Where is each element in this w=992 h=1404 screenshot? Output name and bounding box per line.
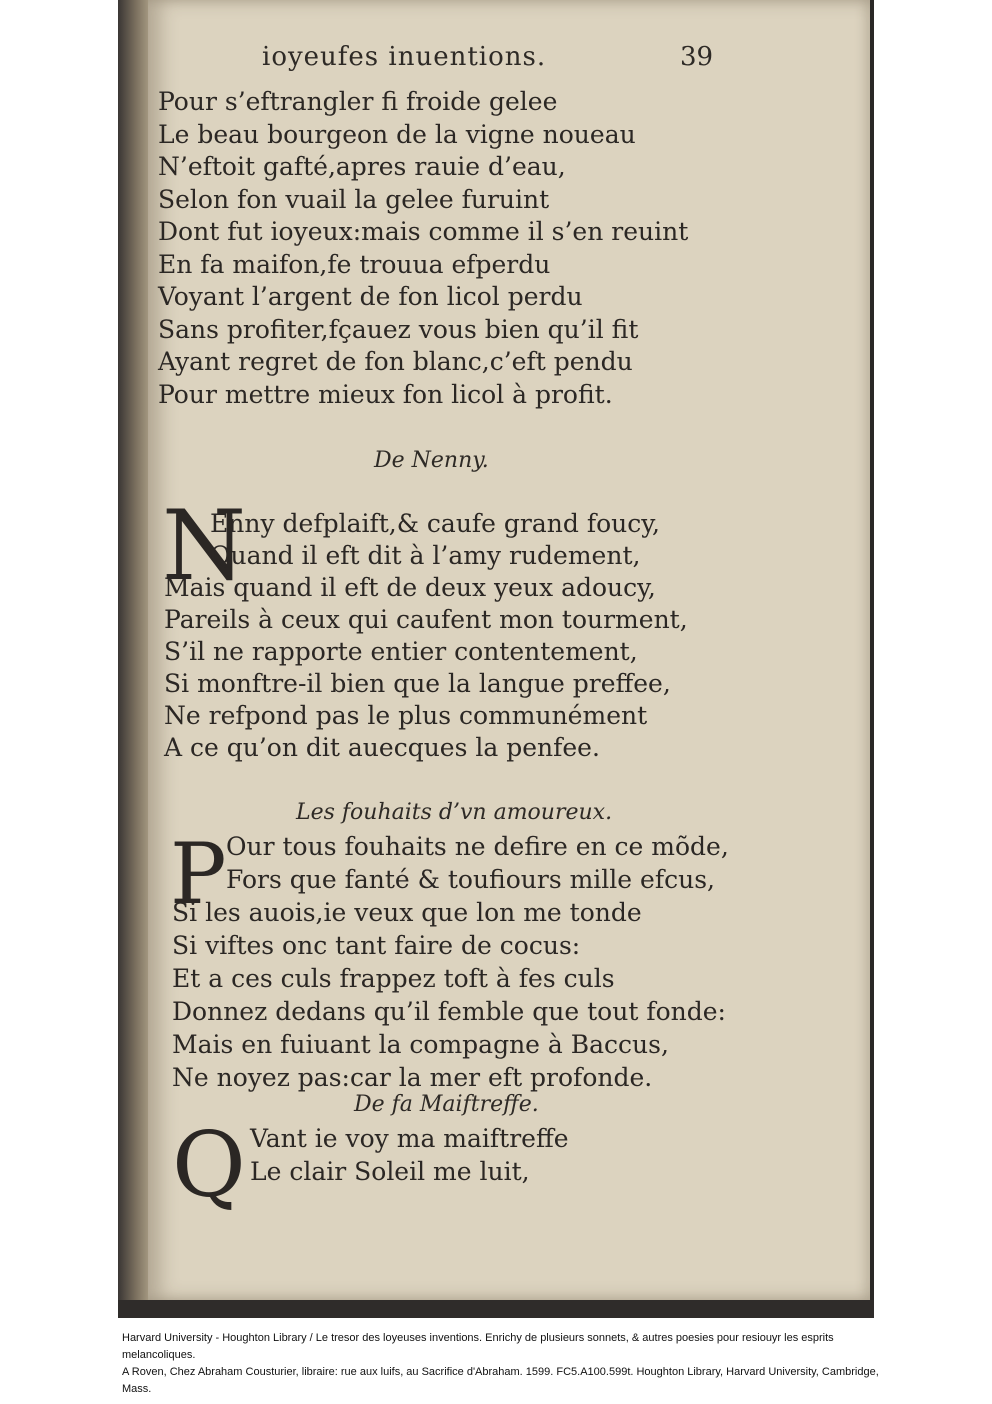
- drop-cap-n: N: [162, 490, 246, 602]
- running-title: ioyeufes inuentions.: [262, 42, 547, 72]
- caption-line: Harvard University - Houghton Library / Le tresor des loyeuses inventions. Enrichy de plusieurs sonnets, & autres poesies pour resiouyr les esprits melancoliques.: [122, 1332, 834, 1361]
- verse-line: Pour mettre mieux fon licol à profit.: [158, 379, 613, 409]
- verse-line: Si les auois,ie veux que lon me tonde: [172, 898, 642, 927]
- verse-line: Donnez dedans qu’il femble que tout fonde:: [172, 997, 726, 1026]
- drop-cap-p: P: [170, 825, 227, 923]
- verse-line: Vant ie voy ma maiftreffe: [250, 1124, 569, 1153]
- verse-line: Mais en fuiuant la compagne à Baccus,: [172, 1030, 669, 1059]
- verse-line: Ne refpond pas le plus communément: [164, 701, 648, 730]
- verse-line: A ce qu’on dit auecques la penfee.: [164, 733, 600, 762]
- verse-line: Selon fon vuail la gelee furuint: [158, 184, 550, 214]
- verse-line: Pareils à ceux qui caufent mon tourment,: [164, 605, 688, 634]
- caption-line: A Roven, Chez Abraham Cousturier, libraire: rue aux luifs, au Sacrifice d'Abraham. 1599. FC5.A100.599t. Houghton Library, Harvard University, Cambridge, Mass.: [122, 1366, 879, 1395]
- verse-line: Enny defplaift,& caufe grand foucy,: [210, 509, 660, 538]
- drop-cap-q: Q: [172, 1113, 246, 1218]
- poem-heading-souhaits: Les fouhaits d’vn amoureux.: [296, 800, 613, 825]
- facing-page-edge: [118, 0, 150, 1318]
- verse-line: En fa maifon,fe trouua efperdu: [158, 249, 551, 279]
- verse-line: Le clair Soleil me luit,: [250, 1157, 530, 1186]
- poem-heading-nenny: De Nenny.: [374, 448, 489, 473]
- page-number: 39: [680, 42, 714, 72]
- verse-line: Et a ces culs frappez toft à fes culs: [172, 964, 615, 993]
- poem-continuation: [158, 86, 688, 411]
- verse-line: Si monftre-il bien que la langue preffee,: [164, 669, 671, 698]
- poem-nenny: [164, 508, 688, 764]
- poem-maistresse: [250, 1122, 569, 1188]
- verse-line: N’eftoit gafté,apres rauie d’eau,: [158, 152, 566, 181]
- verse-line: Pour s’eftrangler fi froide gelee: [158, 87, 558, 116]
- verse-line: Le beau bourgeon de la vigne noueau: [158, 119, 636, 149]
- poem-souhaits: [172, 830, 729, 1094]
- source-caption: [122, 1330, 882, 1398]
- verse-line: Fors que fanté & toufiours mille efcus,: [226, 865, 715, 894]
- verse-line: S’il ne rapporte entier contentement,: [164, 637, 638, 666]
- verse-line: Ayant regret de fon blanc,c’eft pendu: [158, 347, 633, 376]
- verse-line: Dont fut ioyeux:mais comme il s’en reuint: [158, 217, 689, 246]
- poem-heading-maistresse: De fa Maiftreffe.: [354, 1092, 539, 1117]
- verse-line: Voyant l’argent de fon licol perdu: [158, 282, 583, 311]
- scan-border: [118, 1300, 874, 1318]
- verse-line: Our tous fouhaits ne defire en ce mõde,: [226, 832, 729, 861]
- verse-line: Quand il eft dit à l’amy rudement,: [210, 541, 641, 570]
- verse-line: Mais quand il eft de deux yeux adoucy,: [164, 573, 656, 602]
- verse-line: Sans profiter,fçauez vous bien qu’il fit: [158, 314, 639, 344]
- verse-line: Si viftes onc tant faire de cocus:: [172, 931, 581, 960]
- verse-line: Ne noyez pas:car la mer eft profonde.: [172, 1063, 653, 1092]
